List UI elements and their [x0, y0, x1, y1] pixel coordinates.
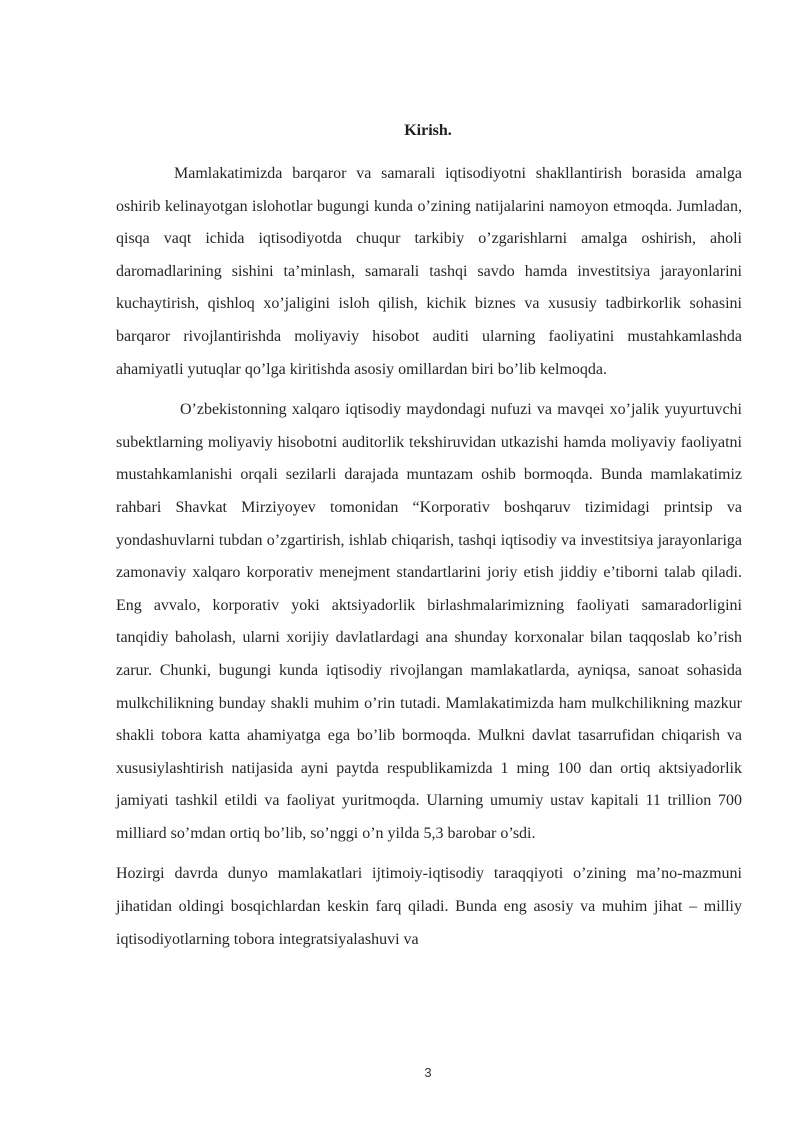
paragraph-2: O’zbekistonning xalqaro iqtisodiy maydondagi nufuzi va mavqei xo’jalik yuyurtuvchi subektlarning moliyaviy hisobotni auditorlik tekshiruvidan utkazishi hamda moliyaviy faoliyatni mustahkamlanishi orqali sezilarli darajada muntazam oshib bormoqda. Bunda mamlakatimiz rahbari Shavkat Mirziyoyev tomonidan “Korporativ boshqaruv tizimidagi printsip va yondashuvlarni tubdan o’zgartirish, ishlab chiqarish, tashqi iqtisodiy va investitsiya jarayonlariga zamonaviy xalqaro korporativ menejment standartlarini joriy etish jiddiy e’tiborni talab qiladi. Eng avvalo, korporativ yoki aktsiyadorlik birlashmalarimizning faoliyati samaradorligini tanqidiy baholash, ularni xorijiy davlatlardagi ana shunday korxonalar bilan taqqoslab ko’rish zarur. Chunki, bugungi kunda iqtisodiy rivojlangan mamlakatlarda, ayniqsa, sanoat sohasida mulkchilikning bunday shakli muhim o’rin tutadi. Mamlakatimizda ham mulkchilikning mazkur shakli tobora katta ahamiyatga ega bo’lib bormoqda. Mulkni davlat tasarrufidan chiqarish va xususiylashtirish natijasida ayni paytda respublikamizda 1 ming 100 dan ortiq aktsiyadorlik jamiyati tashkil etildi va faoliyat yuritmoqda. Ularning umumiy ustav kapitali 11 trillion 700 milliard so’mdan ortiq bo’lib, so’nggi o’n yilda 5,3 barobar o’sdi. [116, 401, 742, 842]
section-title: Kirish. [404, 122, 452, 139]
paragraph-1: Mamlakatimizda barqaror va samarali iqtisodiyotni shakllantirish borasida amalga oshirib kelinayotgan islohotlar bugungi kunda o’zining natijalarini namoyon etmoqda. Jumladan, qisqa vaqt ichida iqtisodiyotda chuqur tarkibiy o’zgarishlarni amalga oshirish, aholi daromadlarining sishini ta’minlash, samarali tashqi savdo hamda investitsiya jarayonlarini kuchaytirish, qishloq xo’jaligini isloh qilish, kichik biznes va xususiy tadbirkorlik sohasini barqaror rivojlantirishda moliyaviy hisobot auditi ularning faoliyatini mustahkamlashda ahamiyatli yutuqlar qo’lga kiritishda asosiy omillardan biri bo’lib kelmoqda. [116, 165, 742, 378]
body-text [116, 158, 742, 956]
paragraph-3: Hozirgi davrda dunyo mamlakatlari ijtimoiy-iqtisodiy taraqqiyoti o’zining ma’no-mazmuni jihatidan oldingi bosqichlardan keskin farq qiladi. Bunda eng asosiy va muhim jihat – milliy iqtisodiyotlarning tobora integratsiyalashuvi va [116, 865, 742, 948]
page-number: 3 [424, 1065, 432, 1080]
